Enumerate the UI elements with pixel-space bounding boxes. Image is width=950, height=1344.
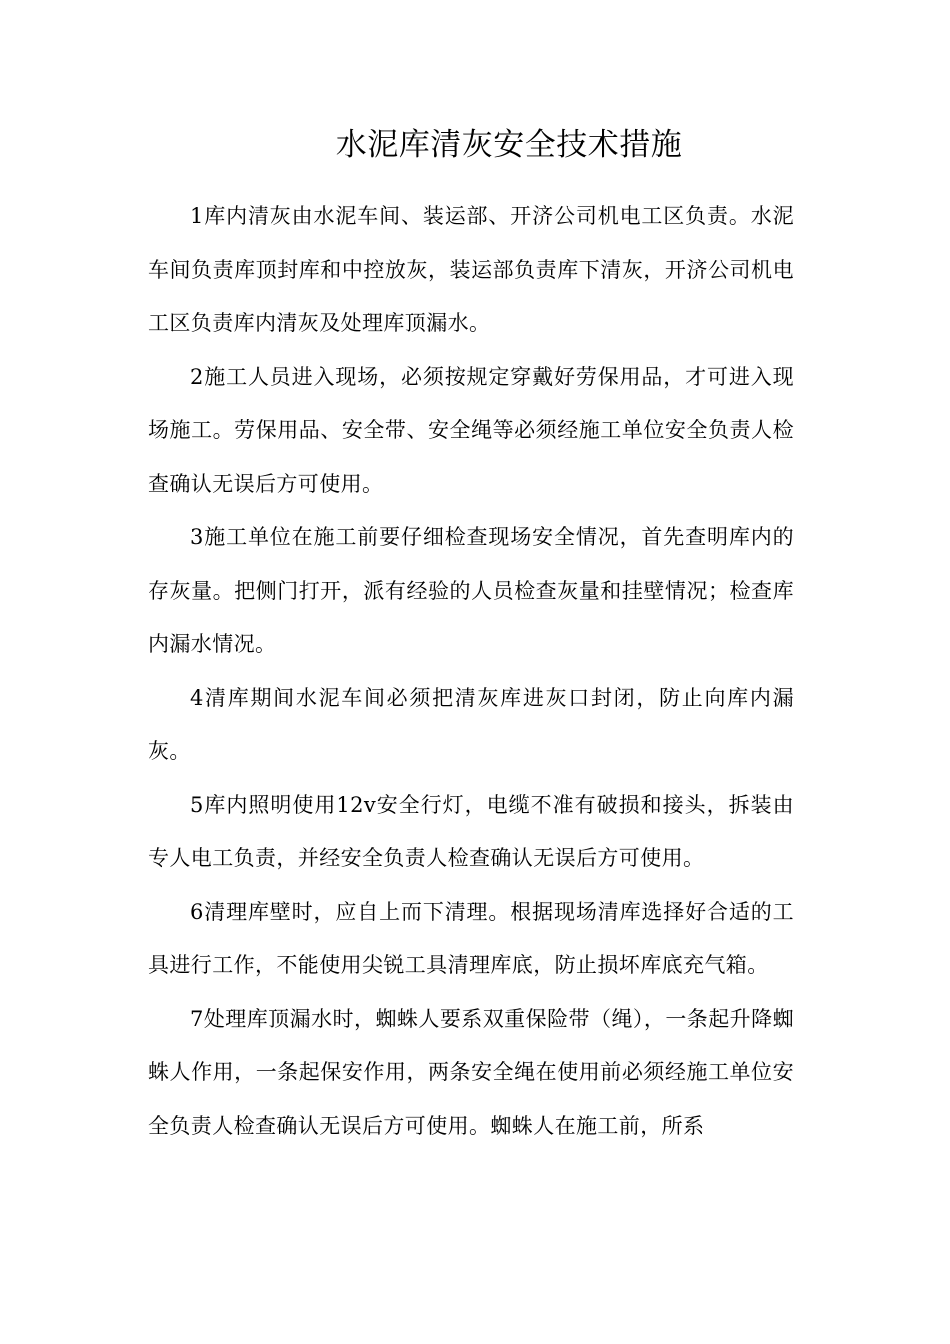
paragraph-3: 3施工单位在施工前要仔细检查现场安全情况，首先查明库内的存灰量。把侧门打开，派有经验的人员检查灰量和挂壁情况；检查库内漏水情况。 (148, 525, 794, 656)
document-body (148, 190, 794, 1153)
paragraph-1: 1库内清灰由水泥车间、装运部、开济公司机电工区负责。水泥车间负责库顶封库和中控放灰，装运部负责库下清灰，开济公司机电工区负责库内清灰及处理库顶漏水。 (148, 204, 794, 335)
paragraph-2: 2施工人员进入现场，必须按规定穿戴好劳保用品，才可进入现场施工。劳保用品、安全带、安全绳等必须经施工单位安全负责人检查确认无误后方可使用。 (148, 364, 794, 496)
paragraph-7: 7处理库顶漏水时，蜘蛛人要系双重保险带（绳），一条起升降蜘蛛人作用，一条起保安作用，两条安全绳在使用前必须经施工单位安全负责人检查确认无误后方可使用。蜘蛛人在施工前，所系 (148, 1006, 794, 1138)
paragraph-6: 6清理库壁时，应自上而下清理。根据现场清库选择好合适的工具进行工作，不能使用尖锐工具清理库底，防止损坏库底充气箱。 (148, 899, 794, 977)
paragraph-4: 4清库期间水泥车间必须把清灰库进灰口封闭，防止向库内漏灰。 (148, 685, 794, 763)
paragraph-5: 5库内照明使用12v安全行灯，电缆不准有破损和接头，拆装由专人电工负责，并经安全负责人检查确认无误后方可使用。 (148, 792, 794, 870)
document-title: 水泥库清灰安全技术措施 (335, 127, 683, 163)
